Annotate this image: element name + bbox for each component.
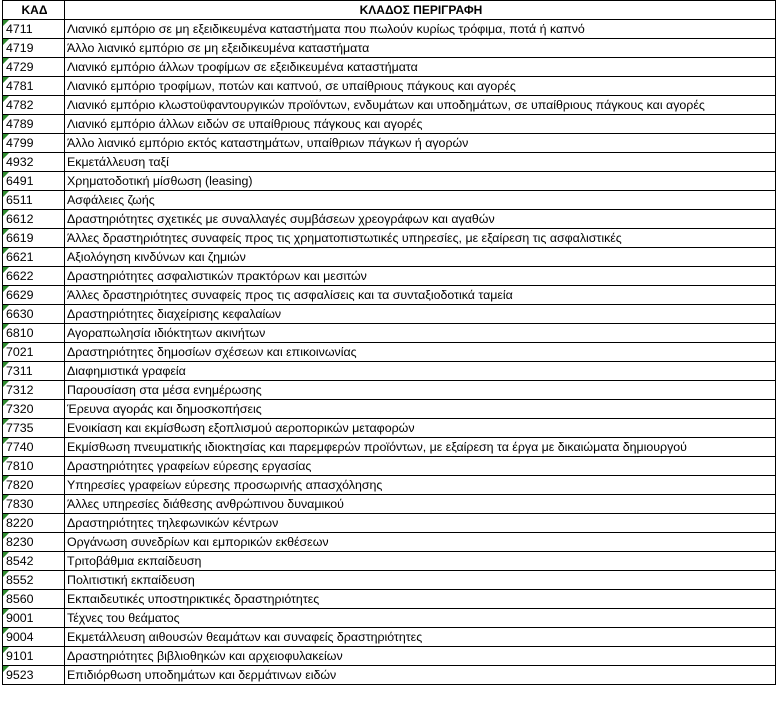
- description-cell[interactable]: Ενοικίαση και εκμίσθωση εξοπλισμού αεροπορικών μεταφορών: [65, 419, 776, 438]
- number-as-text-indicator-icon: [3, 77, 9, 83]
- table-row: [3, 115, 776, 134]
- kad-cell[interactable]: [3, 115, 65, 134]
- table-row: [3, 590, 776, 609]
- number-as-text-indicator-icon: [3, 267, 9, 273]
- number-as-text-indicator-icon: [3, 39, 9, 45]
- kad-code: 7810: [6, 459, 34, 473]
- kad-code: 7820: [6, 478, 34, 492]
- description-cell[interactable]: Άλλο λιανικό εμπόριο εκτός καταστημάτων, υπαίθριων πάγκων ή αγορών: [65, 134, 776, 153]
- description-cell[interactable]: Διαφημιστικά γραφεία: [65, 362, 776, 381]
- table-row: [3, 419, 776, 438]
- table-row: [3, 666, 776, 685]
- description-cell[interactable]: Λιανικό εμπόριο άλλων τροφίμων σε εξειδικευμένα καταστήματα: [65, 58, 776, 77]
- kad-code: 6612: [6, 212, 34, 226]
- kad-cell[interactable]: [3, 96, 65, 115]
- number-as-text-indicator-icon: [3, 229, 9, 235]
- table-row: [3, 324, 776, 343]
- table-row: [3, 172, 776, 191]
- number-as-text-indicator-icon: [3, 191, 9, 197]
- kad-cell[interactable]: [3, 172, 65, 191]
- table-row: [3, 495, 776, 514]
- kad-code: 4799: [6, 136, 34, 150]
- number-as-text-indicator-icon: [3, 647, 9, 653]
- kad-code: 7311: [6, 364, 33, 378]
- description-cell[interactable]: Λιανικό εμπόριο άλλων ειδών σε υπαίθριους πάγκους και αγορές: [65, 115, 776, 134]
- description-cell[interactable]: Δραστηριότητες ασφαλιστικών πρακτόρων και μεσιτών: [65, 267, 776, 286]
- number-as-text-indicator-icon: [3, 571, 9, 577]
- kad-cell[interactable]: [3, 134, 65, 153]
- header-description[interactable]: ΚΛΑΔΟΣ ΠΕΡΙΓΡΑΦΗ: [65, 1, 776, 20]
- table-row: [3, 438, 776, 457]
- number-as-text-indicator-icon: [3, 343, 9, 349]
- number-as-text-indicator-icon: [3, 438, 9, 444]
- description-cell[interactable]: Λιανικό εμπόριο κλωστοϋφαντουργικών προϊόντων, ενδυμάτων και υποδημάτων, σε υπαίθριους πάγκους και αγορές: [65, 96, 776, 115]
- kad-cell[interactable]: [3, 666, 65, 685]
- kad-code: 4789: [6, 117, 34, 131]
- table-row: [3, 96, 776, 115]
- description-cell[interactable]: Άλλο λιανικό εμπόριο σε μη εξειδικευμένα καταστήματα: [65, 39, 776, 58]
- number-as-text-indicator-icon: [3, 533, 9, 539]
- table-row: [3, 514, 776, 533]
- kad-cell[interactable]: [3, 400, 65, 419]
- kad-cell[interactable]: [3, 647, 65, 666]
- kad-code: 6629: [6, 288, 34, 302]
- description-cell[interactable]: Άλλες δραστηριότητες συναφείς προς τις χρηματοπιστωτικές υπηρεσίες, με εξαίρεση τις ασφαλιστικές: [65, 229, 776, 248]
- description-cell[interactable]: Έρευνα αγοράς και δημοσκοπήσεις: [65, 400, 776, 419]
- number-as-text-indicator-icon: [3, 666, 9, 672]
- kad-code: 9101: [6, 649, 34, 663]
- description-cell[interactable]: Δραστηριότητες τηλεφωνικών κέντρων: [65, 514, 776, 533]
- header-row: [3, 1, 776, 20]
- kad-code: 8542: [6, 554, 34, 568]
- description-cell[interactable]: Παρουσίαση στα μέσα ενημέρωσης: [65, 381, 776, 400]
- number-as-text-indicator-icon: [3, 115, 9, 121]
- number-as-text-indicator-icon: [3, 514, 9, 520]
- description-cell[interactable]: Λιανικό εμπόριο τροφίμων, ποτών και καπνού, σε υπαίθριους πάγκους και αγορές: [65, 77, 776, 96]
- number-as-text-indicator-icon: [3, 381, 9, 387]
- description-cell[interactable]: Δραστηριότητες δημοσίων σχέσεων και επικοινωνίας: [65, 343, 776, 362]
- description-cell[interactable]: Εκμετάλλευση ταξί: [65, 153, 776, 172]
- number-as-text-indicator-icon: [3, 362, 9, 368]
- number-as-text-indicator-icon: [3, 324, 9, 330]
- description-cell[interactable]: Τέχνες του θεάματος: [65, 609, 776, 628]
- kad-cell[interactable]: [3, 267, 65, 286]
- number-as-text-indicator-icon: [3, 457, 9, 463]
- description-cell[interactable]: Λιανικό εμπόριο σε μη εξειδικευμένα καταστήματα που πωλούν κυρίως τρόφιμα, ποτά ή καπνό: [65, 20, 776, 39]
- kad-cell[interactable]: [3, 609, 65, 628]
- number-as-text-indicator-icon: [3, 400, 9, 406]
- number-as-text-indicator-icon: [3, 305, 9, 311]
- table-row: [3, 609, 776, 628]
- kad-code: 7312: [6, 383, 34, 397]
- description-cell[interactable]: Δραστηριότητες διαχείρισης κεφαλαίων: [65, 305, 776, 324]
- number-as-text-indicator-icon: [3, 20, 9, 26]
- table-row: [3, 362, 776, 381]
- kad-code: 8230: [6, 535, 34, 549]
- kad-cell[interactable]: [3, 305, 65, 324]
- kad-cell[interactable]: [3, 438, 65, 457]
- description-cell[interactable]: Οργάνωση συνεδρίων και εμπορικών εκθέσεων: [65, 533, 776, 552]
- kad-code: 7021: [6, 345, 34, 359]
- kad-code: 8560: [6, 592, 34, 606]
- kad-code: 6810: [6, 326, 34, 340]
- table-row: [3, 286, 776, 305]
- number-as-text-indicator-icon: [3, 609, 9, 615]
- table-row: [3, 153, 776, 172]
- table-row: [3, 628, 776, 647]
- kad-cell[interactable]: [3, 419, 65, 438]
- table-row: [3, 571, 776, 590]
- table-row: [3, 229, 776, 248]
- table-row: [3, 647, 776, 666]
- table-row: [3, 305, 776, 324]
- kad-cell[interactable]: [3, 552, 65, 571]
- kad-cell[interactable]: [3, 362, 65, 381]
- kad-code: 6630: [6, 307, 34, 321]
- kad-code: 6619: [6, 231, 34, 245]
- kad-code: 4932: [6, 155, 34, 169]
- kad-table: [2, 0, 776, 685]
- header-kad[interactable]: ΚΑΔ: [3, 1, 65, 20]
- description-cell[interactable]: Εκμετάλλευση αιθουσών θεαμάτων και συναφείς δραστηριότητες: [65, 628, 776, 647]
- kad-cell[interactable]: [3, 343, 65, 362]
- kad-code: 8220: [6, 516, 34, 530]
- description-cell[interactable]: Αγοραπωλησία ιδιόκτητων ακινήτων: [65, 324, 776, 343]
- kad-cell[interactable]: [3, 286, 65, 305]
- number-as-text-indicator-icon: [3, 134, 9, 140]
- kad-code: 6491: [6, 174, 34, 188]
- number-as-text-indicator-icon: [3, 248, 9, 254]
- description-cell[interactable]: Αξιολόγηση κινδύνων και ζημιών: [65, 248, 776, 267]
- table-row: [3, 457, 776, 476]
- kad-code: 6621: [6, 250, 34, 264]
- number-as-text-indicator-icon: [3, 419, 9, 425]
- number-as-text-indicator-icon: [3, 210, 9, 216]
- description-cell[interactable]: Εκμίσθωση πνευματικής ιδιοκτησίας και παρεμφερών προϊόντων, με εξαίρεση τα έργα με δικαιώματα δημιουργού: [65, 438, 776, 457]
- table-row: [3, 533, 776, 552]
- kad-cell[interactable]: [3, 39, 65, 58]
- number-as-text-indicator-icon: [3, 58, 9, 64]
- description-cell[interactable]: Πολιτιστική εκπαίδευση: [65, 571, 776, 590]
- kad-code: 6511: [6, 193, 33, 207]
- table-row: [3, 20, 776, 39]
- kad-cell[interactable]: [3, 457, 65, 476]
- number-as-text-indicator-icon: [3, 495, 9, 501]
- kad-code: 6622: [6, 269, 34, 283]
- kad-cell[interactable]: [3, 381, 65, 400]
- number-as-text-indicator-icon: [3, 476, 9, 482]
- kad-code: 7320: [6, 402, 34, 416]
- number-as-text-indicator-icon: [3, 628, 9, 634]
- table-row: [3, 267, 776, 286]
- kad-cell[interactable]: [3, 20, 65, 39]
- kad-code: 7830: [6, 497, 34, 511]
- table-row: [3, 39, 776, 58]
- kad-cell[interactable]: [3, 628, 65, 647]
- number-as-text-indicator-icon: [3, 286, 9, 292]
- kad-code: 9001: [6, 611, 34, 625]
- description-cell[interactable]: Άλλες υπηρεσίες διάθεσης ανθρώπινου δυναμικού: [65, 495, 776, 514]
- description-cell[interactable]: Εκπαιδευτικές υποστηρικτικές δραστηριότητες: [65, 590, 776, 609]
- table-row: [3, 381, 776, 400]
- kad-cell[interactable]: [3, 571, 65, 590]
- kad-cell[interactable]: [3, 210, 65, 229]
- number-as-text-indicator-icon: [3, 172, 9, 178]
- table-body: [3, 20, 776, 685]
- kad-cell[interactable]: [3, 514, 65, 533]
- table-row: [3, 248, 776, 267]
- table-row: [3, 400, 776, 419]
- kad-cell[interactable]: [3, 58, 65, 77]
- kad-cell[interactable]: [3, 77, 65, 96]
- number-as-text-indicator-icon: [3, 590, 9, 596]
- number-as-text-indicator-icon: [3, 96, 9, 102]
- description-cell[interactable]: Υπηρεσίες γραφείων εύρεσης προσωρινής απασχόλησης: [65, 476, 776, 495]
- description-cell[interactable]: Δραστηριότητες γραφείων εύρεσης εργασίας: [65, 457, 776, 476]
- kad-cell[interactable]: [3, 229, 65, 248]
- kad-cell[interactable]: [3, 495, 65, 514]
- table-row: [3, 552, 776, 571]
- kad-code: 4729: [6, 60, 34, 74]
- description-cell[interactable]: Δραστηριότητες βιβλιοθηκών και αρχειοφυλακείων: [65, 647, 776, 666]
- table-row: [3, 134, 776, 153]
- kad-cell[interactable]: [3, 324, 65, 343]
- table-row: [3, 210, 776, 229]
- number-as-text-indicator-icon: [3, 153, 9, 159]
- description-cell[interactable]: Δραστηριότητες σχετικές με συναλλαγές συμβάσεων χρεογράφων και αγαθών: [65, 210, 776, 229]
- kad-code: 9004: [6, 630, 34, 644]
- kad-code: 4781: [6, 79, 34, 93]
- kad-code: 7735: [6, 421, 34, 435]
- kad-cell[interactable]: [3, 153, 65, 172]
- description-cell[interactable]: Άλλες δραστηριότητες συναφείς προς τις ασφαλίσεις και τα συνταξιοδοτικά ταμεία: [65, 286, 776, 305]
- table-row: [3, 191, 776, 210]
- description-cell[interactable]: Τριτοβάθμια εκπαίδευση: [65, 552, 776, 571]
- kad-code: 4711: [6, 22, 33, 36]
- number-as-text-indicator-icon: [3, 552, 9, 558]
- table-row: [3, 476, 776, 495]
- kad-code: 4719: [6, 41, 34, 55]
- kad-cell[interactable]: [3, 191, 65, 210]
- kad-cell[interactable]: [3, 476, 65, 495]
- table-row: [3, 77, 776, 96]
- description-cell[interactable]: Επιδιόρθωση υποδημάτων και δερμάτινων ειδών: [65, 666, 776, 685]
- kad-code: 9523: [6, 668, 34, 682]
- kad-cell[interactable]: [3, 248, 65, 267]
- description-cell[interactable]: Ασφάλειες ζωής: [65, 191, 776, 210]
- kad-code: 7740: [6, 440, 34, 454]
- kad-code: 8552: [6, 573, 34, 587]
- description-cell[interactable]: Χρηματοδοτική μίσθωση (leasing): [65, 172, 776, 191]
- kad-cell[interactable]: [3, 533, 65, 552]
- kad-cell[interactable]: [3, 590, 65, 609]
- table-row: [3, 343, 776, 362]
- table-row: [3, 58, 776, 77]
- kad-code: 4782: [6, 98, 34, 112]
